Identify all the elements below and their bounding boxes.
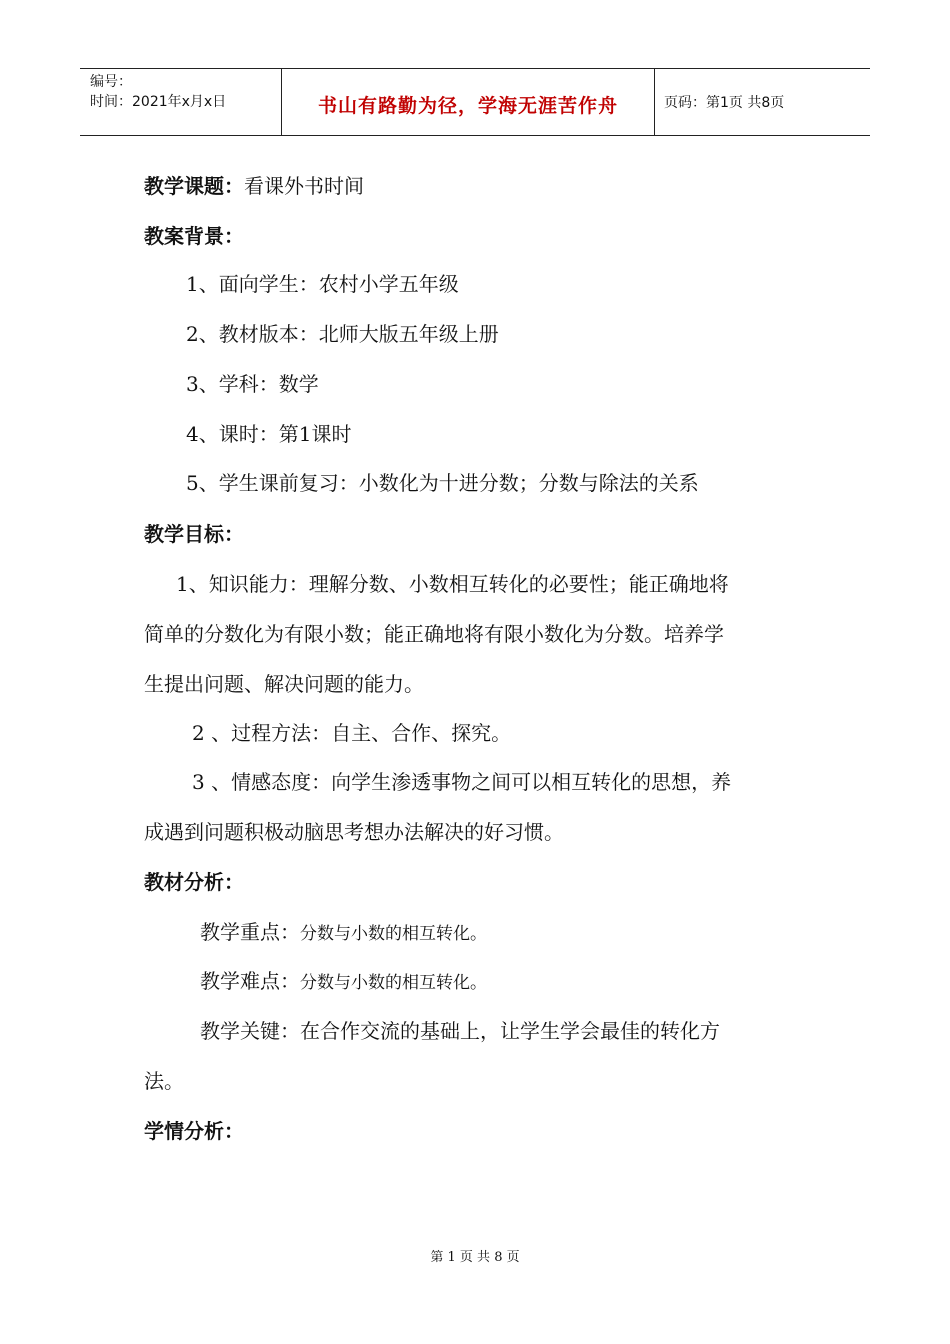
background-item: 5、学生课前复习：小数化为十进分数；分数与除法的关系 (186, 471, 699, 495)
background-item: 3、学科：数学 (186, 372, 319, 396)
background-item: 1、面向学生：农村小学五年级 (186, 272, 459, 296)
key-line (200, 1017, 720, 1045)
header-page-info: 页码：第1页 共8页 (664, 95, 785, 111)
header-meta-cell (80, 69, 281, 135)
key-point-label: 教学重点： (200, 920, 300, 944)
topic-label: 教学课题： (144, 174, 244, 198)
goal1-line: 生提出问题、解决问题的能力。 (144, 672, 424, 696)
document-number: 编号： (90, 74, 132, 90)
background-item: 2、教材版本：北师大版五年级上册 (186, 322, 499, 346)
goal3-line: 3 、情感态度：向学生渗透事物之间可以相互转化的思想，养 (192, 770, 732, 794)
topic-value: 看课外书时间 (244, 174, 364, 198)
background-title: 教案背景： (144, 224, 244, 248)
goal1-line: 1、知识能力：理解分数、小数相互转化的必要性；能正确地将 (176, 572, 729, 596)
page-header (80, 68, 870, 136)
document-date: 时间：2021年x月x日 (90, 94, 227, 110)
goals-title: 教学目标： (144, 522, 244, 546)
analysis-title: 教材分析： (144, 870, 244, 894)
header-motto-cell (281, 69, 655, 135)
key-point-line (200, 918, 487, 948)
header-page-cell (654, 69, 870, 135)
key-point-value: 分数与小数的相互转化。 (300, 924, 487, 944)
key-value: 在合作交流的基础上，让学生学会最佳的转化方 (300, 1019, 720, 1043)
topic-line (144, 172, 364, 200)
goal3-line: 成遇到问题积极动脑思考想办法解决的好习惯。 (144, 820, 564, 844)
key-line-continued: 法。 (144, 1069, 184, 1093)
difficulty-line (200, 967, 487, 997)
goal1-line: 简单的分数化为有限小数；能正确地将有限小数化为分数。培养学 (144, 622, 724, 646)
motto: 书山有路勤为径，学海无涯苦作舟 (317, 95, 618, 117)
footer-page-number: 第 1 页 共 8 页 (430, 1250, 520, 1265)
difficulty-label: 教学难点： (200, 969, 300, 993)
difficulty-value: 分数与小数的相互转化。 (300, 973, 487, 993)
goal2-line: 2 、过程方法：自主、合作、探究。 (192, 721, 512, 745)
background-item: 4、课时：第1课时 (186, 422, 352, 446)
key-label: 教学关键： (200, 1019, 300, 1043)
learner-title: 学情分析： (144, 1119, 244, 1143)
